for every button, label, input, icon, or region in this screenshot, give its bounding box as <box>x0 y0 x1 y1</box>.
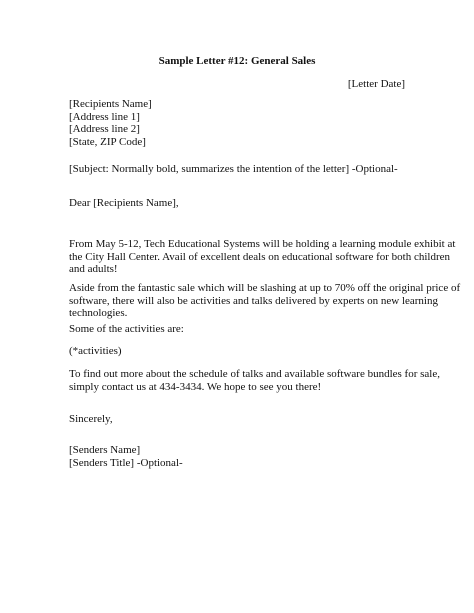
recipient-name: [Recipients Name] <box>69 98 152 110</box>
sender-name: [Senders Name] <box>69 444 141 456</box>
state-zip: [State, ZIP Code] <box>69 135 146 148</box>
paragraph-line: technologies. <box>69 307 128 319</box>
letter-title: Sample Letter #12: General Sales <box>158 55 316 67</box>
body-paragraph-2 <box>69 282 461 320</box>
body-paragraph-1 <box>69 238 456 276</box>
paragraph-line: simply contact us at 434-3434. We hope to see you there! <box>69 380 322 393</box>
subject-text: [Subject: Normally bold, summarizes the intention of the letter] -Optional- <box>69 163 398 175</box>
paragraph-line: the City Hall Center. Avail of excellent deals on educational software for both children <box>69 250 451 263</box>
paragraph-line: (*activities) <box>69 345 122 357</box>
letter-date: [Letter Date] <box>347 78 405 90</box>
paragraph-line: Aside from the fantastic sale which will be slashing at up to 70% off the original price of <box>69 282 461 294</box>
paragraph-line: Some of the activities are: <box>69 323 184 335</box>
closing <box>69 413 414 426</box>
recipient-address <box>69 98 414 148</box>
paragraph-line: From May 5-12, Tech Educational Systems will be holding a learning module exhibit at <box>69 238 456 250</box>
address-line-2: [Address line 2] <box>69 123 140 135</box>
body-paragraph-3 <box>69 323 414 336</box>
closing-text: Sincerely, <box>69 413 113 425</box>
paragraph-line: and adults! <box>69 263 118 275</box>
address-line-1: [Address line 1] <box>69 110 140 123</box>
sender-block <box>69 444 414 469</box>
paragraph-line: software, there will also be activities and talks delivered by experts on new learning <box>69 294 438 307</box>
paragraph-line: To find out more about the schedule of talks and available software bundles for sale, <box>69 368 440 380</box>
subject-line <box>69 163 414 176</box>
sender-title: [Senders Title] -Optional- <box>69 456 183 469</box>
salutation-text: Dear [Recipients Name], <box>69 197 179 209</box>
body-paragraph-4 <box>69 345 414 358</box>
salutation <box>69 197 414 210</box>
body-paragraph-5 <box>69 368 440 393</box>
